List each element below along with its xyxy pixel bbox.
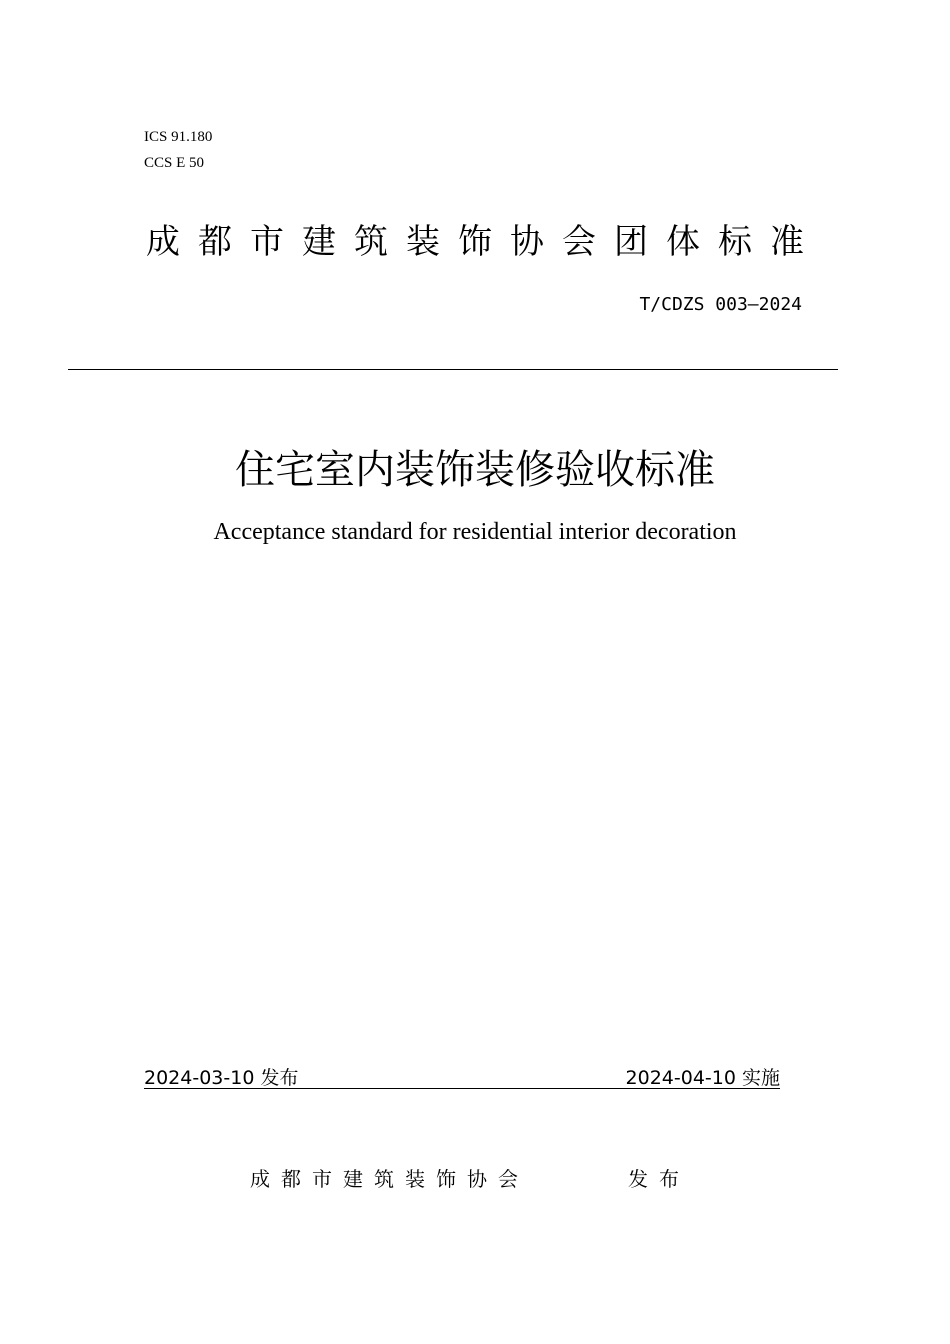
standard-number: T/CDZS 003—2024 [639, 294, 802, 315]
issue-date: 2024-03-10 发布 [144, 1067, 299, 1089]
publisher-name: 成都市建筑装饰协会 [250, 1167, 529, 1191]
ccs-code: CCS E 50 [144, 155, 205, 171]
document-title: 住宅室内装饰装修验收标准 [235, 447, 715, 493]
ics-code: ICS 91.180 [144, 129, 213, 145]
document-title-english: Acceptance standard for residential interior decoration [213, 519, 737, 545]
date-divider [144, 1088, 780, 1089]
organization-standard-title: 成都市建筑装饰协会团体标准 [146, 222, 822, 262]
publish-label: 发布 [628, 1167, 690, 1191]
implementation-date: 2024-04-10 实施 [625, 1067, 780, 1089]
header-divider [68, 369, 838, 370]
